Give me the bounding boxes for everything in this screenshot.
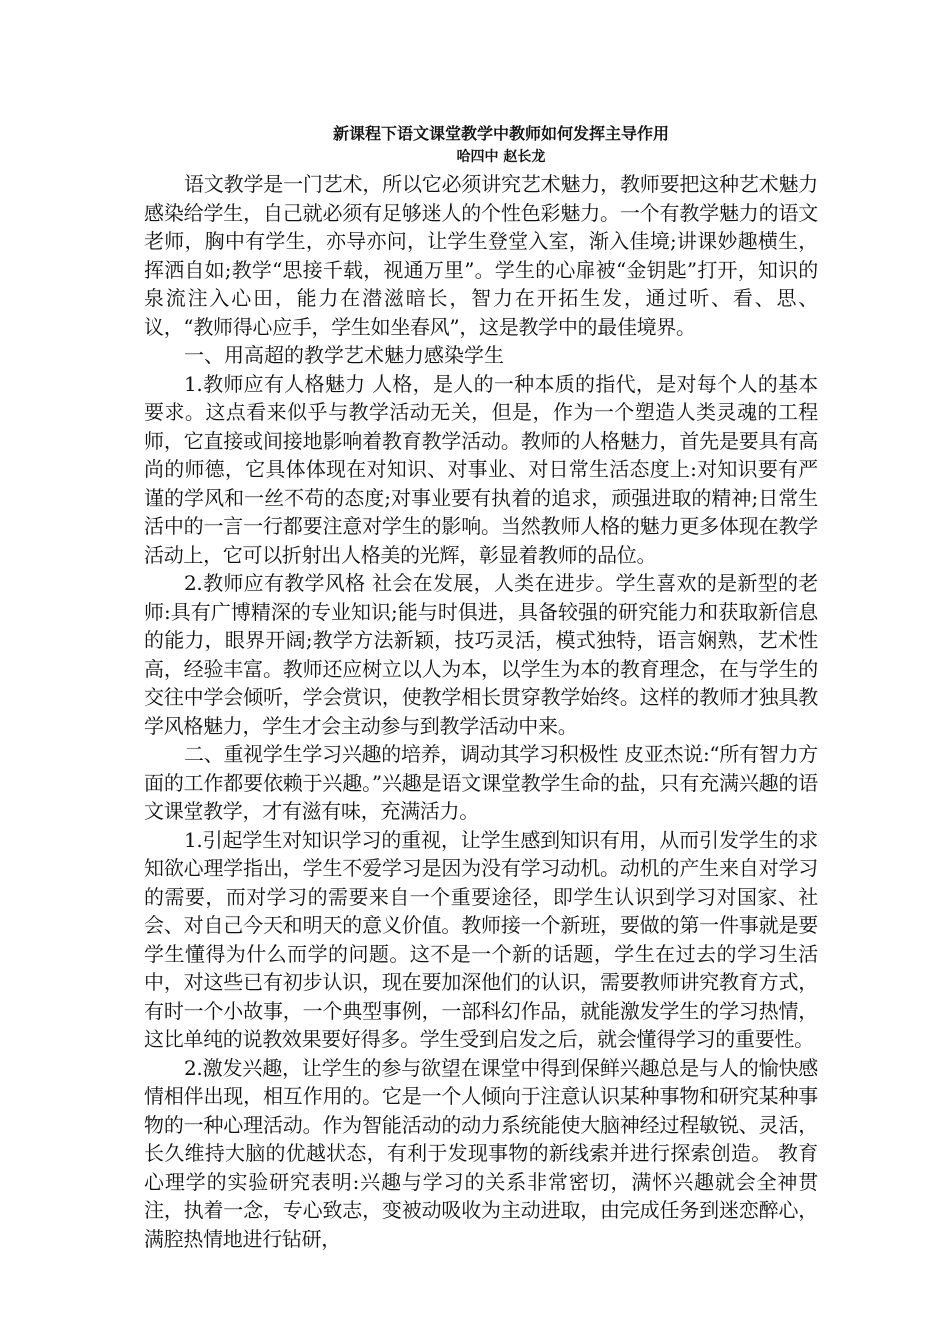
section-heading-1: 一、用高超的教学艺术魅力感染学生 [184, 343, 504, 367]
paragraph-interest: 2.激发兴趣，让学生的参与欲望在课堂中得到保鲜兴趣总是与人的愉快感情相伴出现，相互作用的。它是一个人倾向于注意认识某种事物和研究某种事物的一种心理活动。作为智能活动的动力系统能使大脑神经过程敏锐、灵活，长久维持大脑的优越状态，有利于发现事物的新线索并进行探索创造。 教育心理学的实验研究表明:兴趣与学习的关系非常密切，满怀兴趣就会全神贯注，执着一念，专心致志，变被动吸收为主动进取，由完成任务到迷恋醉心，满腔热情地进行钻研， [144, 1055, 818, 1251]
document-author: 哈四中 赵长龙 [456, 149, 546, 165]
paragraph-teaching-style: 2.教师应有教学风格 社会在发展，人类在进步。学生喜欢的是新型的老师:具有广博精深的专业知识;能与时俱进，具备较强的研究能力和获取新信息的能力，眼界开阔;教学方法新颖，技巧灵活，模式独特，语言娴熟，艺术性高，经验丰富。教师还应树立以人为本，以学生为本的教育理念，在与学生的交往中学会倾听，学会赏识，使教学相长贯穿教学始终。这样的教师才独具教学风格魅力，学生才会主动参与到教学活动中来。 [144, 571, 818, 738]
document-page [144, 122, 818, 1253]
paragraph-intro: 语文教学是一门艺术，所以它必须讲究艺术魅力，教师要把这种艺术魅力感染给学生，自己就必须有足够迷人的个性色彩魅力。一个有教学魅力的语文老师，胸中有学生，亦导亦问，让学生登堂入室，渐入佳境;讲课妙趣横生，挥洒自如;教学“思接千载，视通万里”。学生的心扉被“金钥匙”打开，知识的泉流注入心田，能力在潜滋暗长，智力在开拓生发，通过听、看、思、议，“教师得心应手，学生如坐春风”，这是教学中的最佳境界。 [144, 172, 818, 339]
paragraph-knowledge-value: 1.引起学生对知识学习的重视，让学生感到知识有用，从而引发学生的求知欲心理学指出，学生不爱学习是因为没有学习动机。动机的产生来自对学习的需要，而对学习的需要来自一个重要途径，即学生认识到学习对国家、社会、对自己今天和明天的意义价值。教师接一个新班，要做的第一件事就是要学生懂得为什么而学的问题。这不是一个新的话题，学生在过去的学习生活中，对这些已有初步认识，现在要加深他们的认识，需要教师讲究教育方式，有时一个小故事，一个典型事例，一部科幻作品，就能激发学生的学习热情，这比单纯的说教效果要好得多。学生受到启发之后，就会懂得学习的重要性。 [144, 827, 818, 1051]
paragraph-personality: 1.教师应有人格魅力 人格，是人的一种本质的指代，是对每个人的基本要求。这点看来似乎与教学活动无关，但是，作为一个塑造人类灵魂的工程师，它直接或间接地影响着教育教学活动。教师的人格魅力，首先是要具有高尚的师德，它具体体现在对知识、对事业、对日常生活态度上:对知识要有严谨的学风和一丝不苟的态度;对事业要有执着的追求，顽强进取的精神;日常生活中的一言一行都要注意对学生的影响。当然教师人格的魅力更多体现在教学活动上，它可以折射出人格美的光辉，彰显着教师的品位。 [144, 371, 818, 567]
document-title: 新课程下语文课堂教学中教师如何发挥主导作用 [332, 124, 669, 143]
section-heading-2: 二、重视学生学习兴趣的培养，调动其学习积极性 皮亚杰说:“所有智力方面的工作都要依赖于兴趣。”兴趣是语文课堂教学生命的盐，只有充满兴趣的语文课堂教学，才有滋有味，充满活力。 [144, 742, 818, 823]
